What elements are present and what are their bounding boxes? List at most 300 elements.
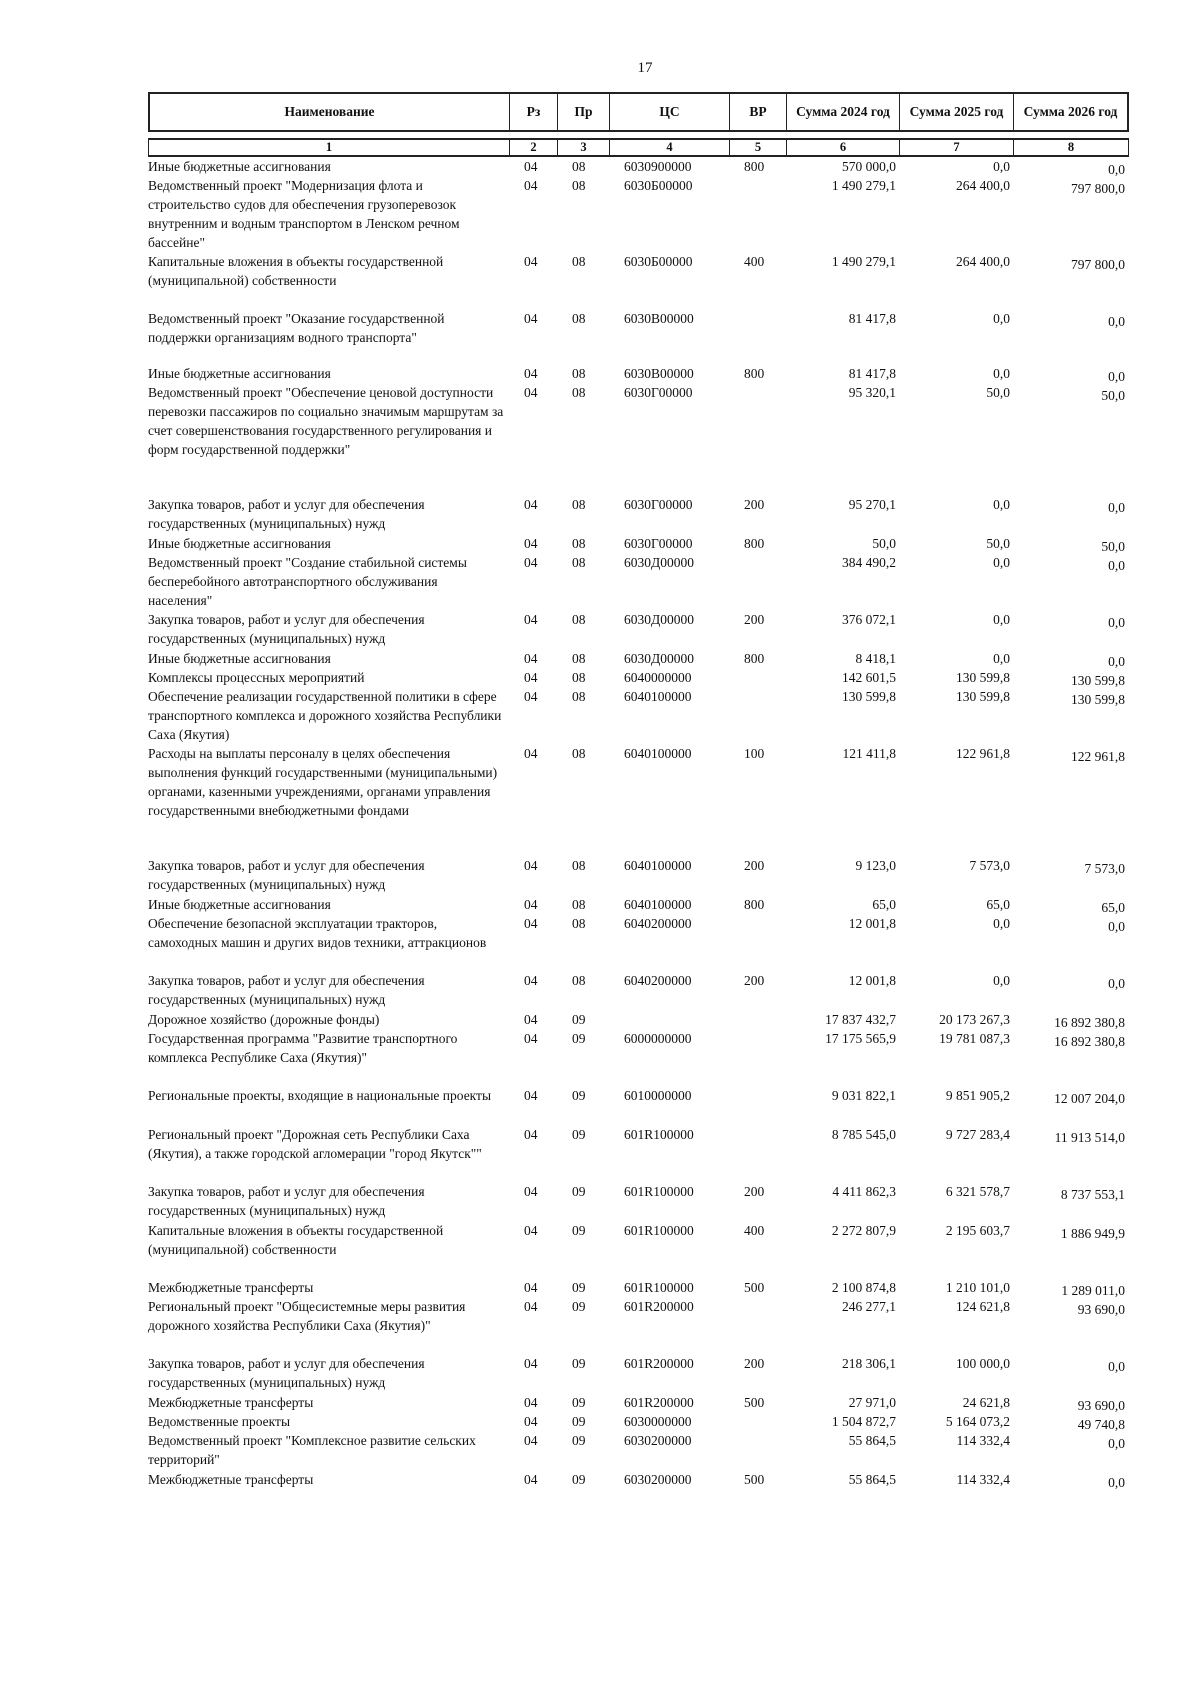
row-sum-2026: 65,0 [1101,900,1125,915]
row-pr: 09 [572,1127,586,1142]
row-sum-2025: 0,0 [993,973,1010,988]
row-rz: 04 [524,1031,538,1046]
row-rz: 04 [524,1356,538,1371]
table-header [148,92,1129,132]
row-sum-2025: 6 321 578,7 [945,1184,1010,1199]
row-vr [730,1297,787,1354]
row-sum-2024: 570 000,0 [842,159,896,174]
row-name: Ведомственные проекты [148,1414,291,1429]
row-name: Обеспечение безопасной эксплуатации тракторов, самоходных машин и других видов техники, аттракционов [148,916,487,950]
row-sum-2025: 0,0 [993,497,1010,512]
row-cs [610,1010,730,1029]
row-sum-2026: 7 573,0 [1084,861,1125,876]
row-sum-2024: 384 490,2 [842,555,896,570]
row-pr: 08 [572,858,586,873]
row-sum-2024: 8 418,1 [855,651,896,666]
row-cs: 6030В00000 [624,311,694,326]
row-sum-2025: 114 332,4 [956,1472,1010,1487]
row-cs: 6040100000 [624,746,692,761]
index-cell: 3 [558,140,610,155]
row-name: Ведомственный проект "Модернизация флота и строительство судов для обеспечения грузоперевозок внутренним и водным транспортом в Ленском речном бассейне" [148,178,460,250]
table-row [148,1221,1129,1278]
table-row [148,157,1129,176]
row-sum-2026: 0,0 [1108,615,1125,630]
row-name: Региональные проекты, входящие в национальные проекты [148,1088,492,1103]
row-sum-2026: 1 886 949,9 [1060,1226,1125,1241]
row-sum-2026: 0,0 [1108,1359,1125,1374]
row-rz: 04 [524,1433,538,1448]
row-vr: 500 [744,1395,765,1410]
row-name: Межбюджетные трансферты [148,1395,314,1410]
row-rz: 04 [524,159,538,174]
row-sum-2026: 16 892 380,8 [1054,1034,1125,1049]
row-name: Межбюджетные трансферты [148,1280,314,1295]
row-rz: 04 [524,1299,538,1314]
row-pr: 09 [572,1395,586,1410]
row-sum-2024: 2 100 874,8 [831,1280,896,1295]
row-name: Капитальные вложения в объекты государственной (муниципальной) собственности [148,254,444,288]
row-sum-2026: 0,0 [1108,162,1125,177]
table-row [148,971,1129,1010]
page-number: 17 [637,60,653,76]
row-sum-2026: 49 740,8 [1077,1417,1125,1432]
row-sum-2025: 0,0 [993,916,1010,931]
header-cs: ЦС [610,94,730,130]
row-sum-2025: 2 195 603,7 [945,1223,1010,1238]
row-rz: 04 [524,1127,538,1142]
row-name: Закупка товаров, работ и услуг для обеспечения государственных (муниципальных) нужд [148,497,425,531]
row-sum-2024: 1 504 872,7 [831,1414,896,1429]
row-sum-2024: 9 031 822,1 [831,1088,896,1103]
row-rz: 04 [524,555,538,570]
row-rz: 04 [524,366,538,381]
row-sum-2026: 50,0 [1101,539,1125,554]
index-cell: 1 [148,140,510,155]
row-rz: 04 [524,1472,538,1487]
row-sum-2024: 50,0 [872,536,896,551]
row-rz: 04 [524,1414,538,1429]
table-row [148,895,1129,914]
row-sum-2025: 50,0 [986,536,1010,551]
row-name: Закупка товаров, работ и услуг для обеспечения государственных (муниципальных) нужд [148,612,425,646]
row-pr: 09 [572,1012,586,1027]
row-vr: 500 [744,1472,765,1487]
row-rz: 04 [524,1184,538,1199]
row-cs: 6030Б00000 [624,254,693,269]
row-cs: 6030900000 [624,159,692,174]
row-vr [730,1431,787,1470]
row-sum-2025: 0,0 [993,555,1010,570]
table-row [148,610,1129,649]
row-sum-2026: 93 690,0 [1077,1398,1125,1413]
row-sum-2024: 9 123,0 [855,858,896,873]
row-sum-2024: 65,0 [872,897,896,912]
row-cs: 6030Г00000 [624,385,693,400]
index-cell: 2 [510,140,558,155]
row-pr: 08 [572,916,586,931]
index-cell: 8 [1014,140,1129,155]
index-cell: 4 [610,140,730,155]
row-sum-2025: 0,0 [993,311,1010,326]
row-vr: 800 [744,651,765,666]
header-sum-2025: Сумма 2025 год [900,94,1014,130]
row-pr: 08 [572,555,586,570]
row-name: Ведомственный проект "Комплексное развитие сельских территорий" [148,1433,476,1467]
row-cs: 6040200000 [624,916,692,931]
row-vr [730,1125,787,1182]
row-rz: 04 [524,916,538,931]
row-sum-2024: 121 411,8 [842,746,896,761]
row-rz: 04 [524,858,538,873]
row-sum-2024: 81 417,8 [848,311,896,326]
table-row [148,1470,1129,1489]
row-sum-2026: 50,0 [1101,388,1125,403]
row-sum-2024: 95 320,1 [848,385,896,400]
row-sum-2024: 142 601,5 [842,670,896,685]
table-row [148,668,1129,687]
row-vr: 100 [744,746,765,761]
row-cs: 6030Д00000 [624,651,694,666]
header-sum-2024: Сумма 2024 год [787,94,900,130]
table-row [148,914,1129,971]
table-row [148,495,1129,534]
row-sum-2025: 9 851 905,2 [945,1088,1010,1103]
row-pr: 08 [572,178,586,193]
row-name: Региональный проект "Дорожная сеть Республики Саха (Якутия), а также городской агломерации "город Якутск"" [148,1127,482,1161]
row-vr: 200 [744,973,765,988]
row-rz: 04 [524,178,538,193]
row-sum-2026: 122 961,8 [1071,749,1125,764]
row-pr: 08 [572,497,586,512]
row-sum-2026: 130 599,8 [1071,692,1125,707]
row-pr: 08 [572,746,586,761]
row-sum-2024: 1 490 279,1 [831,254,896,269]
row-sum-2026: 0,0 [1108,919,1125,934]
row-sum-2024: 27 971,0 [848,1395,896,1410]
row-rz: 04 [524,1280,538,1295]
row-vr: 400 [744,1223,765,1238]
row-sum-2025: 0,0 [993,159,1010,174]
row-rz: 04 [524,536,538,551]
row-cs: 6030Д00000 [624,612,694,627]
column-index-row [148,138,1129,157]
row-sum-2026: 0,0 [1108,976,1125,991]
index-cell: 6 [787,140,900,155]
table-row [148,1010,1129,1029]
row-cs: 6040200000 [624,973,692,988]
table-row [148,252,1129,309]
row-rz: 04 [524,670,538,685]
row-name: Закупка товаров, работ и услуг для обеспечения государственных (муниципальных) нужд [148,1184,425,1218]
row-cs: 601R100000 [624,1127,694,1142]
row-cs: 601R100000 [624,1184,694,1199]
row-name: Ведомственный проект "Оказание государственной поддержки организациям водного транспорта" [148,311,445,345]
row-rz: 04 [524,254,538,269]
row-sum-2024: 17 175 565,9 [825,1031,896,1046]
row-sum-2026: 0,0 [1108,654,1125,669]
row-rz: 04 [524,1012,538,1027]
row-pr: 08 [572,670,586,685]
row-sum-2026: 0,0 [1108,314,1125,329]
row-sum-2026: 12 007 204,0 [1054,1091,1125,1106]
row-sum-2025: 9 727 283,4 [945,1127,1010,1142]
header-pr: Пр [558,94,610,130]
row-cs: 6000000000 [624,1031,692,1046]
row-pr: 09 [572,1088,586,1103]
table-body [148,157,1129,1489]
row-sum-2024: 246 277,1 [842,1299,896,1314]
row-cs: 6030В00000 [624,366,694,381]
table-row [148,364,1129,383]
row-sum-2025: 100 000,0 [956,1356,1010,1371]
row-vr [730,687,787,744]
table-row [148,1297,1129,1354]
row-vr: 200 [744,497,765,512]
row-sum-2025: 5 164 073,2 [945,1414,1010,1429]
row-pr: 09 [572,1223,586,1238]
row-pr: 08 [572,366,586,381]
row-cs: 6030Б00000 [624,178,693,193]
budget-table [148,92,1129,1489]
row-vr: 200 [744,612,765,627]
row-rz: 04 [524,973,538,988]
row-cs: 6040100000 [624,689,692,704]
row-pr: 08 [572,385,586,400]
table-row [148,856,1129,895]
row-sum-2026: 0,0 [1108,500,1125,515]
row-rz: 04 [524,311,538,326]
row-cs: 6040100000 [624,897,692,912]
header-name: Наименование [148,94,510,130]
row-sum-2025: 114 332,4 [956,1433,1010,1448]
index-cell: 5 [730,140,787,155]
row-pr: 09 [572,1184,586,1199]
row-name: Ведомственный проект "Создание стабильной системы бесперебойного автотранспортного обслуживания населения" [148,555,467,608]
row-vr [730,309,787,364]
row-sum-2026: 0,0 [1108,1436,1125,1451]
row-sum-2024: 55 864,5 [848,1472,896,1487]
row-pr: 09 [572,1031,586,1046]
header-sum-2026: Сумма 2026 год [1014,94,1129,130]
row-pr: 08 [572,973,586,988]
table-row [148,1182,1129,1221]
table-row [148,1278,1129,1297]
row-rz: 04 [524,746,538,761]
row-rz: 04 [524,612,538,627]
row-pr: 08 [572,159,586,174]
row-cs: 6030200000 [624,1472,692,1487]
row-vr [730,553,787,610]
row-vr [730,1086,787,1125]
row-sum-2026: 797 800,0 [1071,257,1125,272]
row-sum-2025: 0,0 [993,612,1010,627]
row-cs: 601R200000 [624,1299,694,1314]
row-pr: 09 [572,1356,586,1371]
row-pr: 08 [572,311,586,326]
row-cs: 6030200000 [624,1433,692,1448]
row-pr: 09 [572,1472,586,1487]
row-vr: 800 [744,159,765,174]
row-pr: 09 [572,1433,586,1448]
row-vr: 800 [744,897,765,912]
row-name: Ведомственный проект "Обеспечение ценовой доступности перевозки пассажиров по социально значимым маршрутам за счет совершенствования государственного регулирования и форм государственной поддержки" [148,385,504,457]
row-vr [730,1029,787,1086]
row-sum-2025: 124 621,8 [956,1299,1010,1314]
row-sum-2026: 8 737 553,1 [1060,1187,1125,1202]
row-name: Иные бюджетные ассигнования [148,159,331,174]
row-sum-2025: 264 400,0 [956,178,1010,193]
table-row [148,1393,1129,1412]
row-sum-2024: 218 306,1 [842,1356,896,1371]
row-cs: 6040000000 [624,670,692,685]
row-name: Обеспечение реализации государственной политики в сфере транспортного комплекса и дорожного хозяйства Республики Саха (Якутия) [148,689,502,742]
row-name: Расходы на выплаты персоналу в целях обеспечения выполнения функций государственными (муниципальными) органами, казенными учреждениями, органами управления государственными внебюджетными фондами [148,746,498,818]
row-cs: 6030Д00000 [624,555,694,570]
table-row [148,1354,1129,1393]
row-name: Капитальные вложения в объекты государственной (муниципальной) собственности [148,1223,444,1257]
table-row [148,309,1129,364]
row-rz: 04 [524,689,538,704]
row-pr: 08 [572,536,586,551]
row-name: Иные бюджетные ассигнования [148,536,331,551]
row-rz: 04 [524,1395,538,1410]
row-vr: 200 [744,858,765,873]
row-pr: 09 [572,1414,586,1429]
row-name: Комплексы процессных мероприятий [148,670,365,685]
row-name: Региональный проект "Общесистемные меры развития дорожного хозяйства Республики Саха (Якутия)" [148,1299,466,1333]
table-row [148,687,1129,744]
table-row [148,1412,1129,1431]
row-sum-2025: 0,0 [993,366,1010,381]
row-vr: 800 [744,366,765,381]
header-rz: Рз [510,94,558,130]
row-sum-2024: 81 417,8 [848,366,896,381]
table-row [148,176,1129,252]
row-sum-2025: 0,0 [993,651,1010,666]
row-sum-2024: 4 411 862,3 [832,1184,896,1199]
row-pr: 09 [572,1280,586,1295]
row-name: Закупка товаров, работ и услуг для обеспечения государственных (муниципальных) нужд [148,1356,425,1390]
row-name: Иные бюджетные ассигнования [148,897,331,912]
row-vr [730,383,787,495]
row-pr: 08 [572,612,586,627]
row-vr [730,914,787,971]
table-row [148,553,1129,610]
row-pr: 09 [572,1299,586,1314]
row-vr: 200 [744,1356,765,1371]
row-sum-2025: 130 599,8 [956,689,1010,704]
row-sum-2024: 2 272 807,9 [831,1223,896,1238]
row-sum-2024: 55 864,5 [848,1433,896,1448]
row-cs: 6030000000 [624,1414,692,1429]
row-name: Иные бюджетные ассигнования [148,366,331,381]
row-pr: 08 [572,897,586,912]
row-name: Государственная программа "Развитие транспортного комплекса Республике Саха (Якутия)" [148,1031,458,1065]
row-rz: 04 [524,1088,538,1103]
row-name: Иные бюджетные ассигнования [148,651,331,666]
table-row [148,744,1129,856]
row-rz: 04 [524,497,538,512]
row-sum-2026: 11 913 514,0 [1054,1130,1125,1145]
row-sum-2026: 0,0 [1108,558,1125,573]
index-cell: 7 [900,140,1014,155]
row-cs: 6030Г00000 [624,497,693,512]
row-sum-2026: 1 289 011,0 [1061,1283,1125,1298]
row-sum-2024: 1 490 279,1 [831,178,896,193]
row-sum-2024: 12 001,8 [848,916,896,931]
row-vr [730,668,787,687]
row-sum-2024: 12 001,8 [848,973,896,988]
row-sum-2026: 16 892 380,8 [1054,1015,1125,1030]
row-vr [730,176,787,252]
row-sum-2024: 130 599,8 [842,689,896,704]
row-sum-2025: 50,0 [986,385,1010,400]
row-sum-2024: 95 270,1 [848,497,896,512]
row-name: Закупка товаров, работ и услуг для обеспечения государственных (муниципальных) нужд [148,973,425,1007]
table-row [148,1125,1129,1182]
row-sum-2025: 7 573,0 [969,858,1010,873]
row-vr [730,1010,787,1029]
row-rz: 04 [524,1223,538,1238]
row-vr: 200 [744,1184,765,1199]
row-cs: 6030Г00000 [624,536,693,551]
row-cs: 601R200000 [624,1356,694,1371]
row-rz: 04 [524,897,538,912]
row-sum-2024: 8 785 545,0 [831,1127,896,1142]
row-sum-2025: 130 599,8 [956,670,1010,685]
row-cs: 6040100000 [624,858,692,873]
row-cs: 601R100000 [624,1280,694,1295]
row-pr: 08 [572,689,586,704]
row-sum-2024: 376 072,1 [842,612,896,627]
row-vr: 500 [744,1280,765,1295]
table-row [148,383,1129,495]
row-pr: 08 [572,254,586,269]
row-sum-2026: 797 800,0 [1071,181,1125,196]
row-sum-2026: 0,0 [1108,369,1125,384]
row-sum-2025: 24 621,8 [962,1395,1010,1410]
row-name: Межбюджетные трансферты [148,1472,314,1487]
row-name: Закупка товаров, работ и услуг для обеспечения государственных (муниципальных) нужд [148,858,425,892]
table-row [148,1086,1129,1125]
row-rz: 04 [524,385,538,400]
row-sum-2025: 20 173 267,3 [939,1012,1010,1027]
row-sum-2024: 17 837 432,7 [825,1012,896,1027]
row-pr: 08 [572,651,586,666]
row-cs: 6010000000 [624,1088,692,1103]
row-sum-2026: 93 690,0 [1077,1302,1125,1317]
row-cs: 601R100000 [624,1223,694,1238]
row-rz: 04 [524,651,538,666]
row-sum-2025: 122 961,8 [956,746,1010,761]
row-cs: 601R200000 [624,1395,694,1410]
header-vr: ВР [730,94,787,130]
table-row [148,1029,1129,1086]
row-sum-2026: 130 599,8 [1071,673,1125,688]
table-row [148,649,1129,668]
row-vr: 800 [744,536,765,551]
table-row [148,534,1129,553]
table-row [148,1431,1129,1470]
row-sum-2026: 0,0 [1108,1475,1125,1490]
row-vr [730,1412,787,1431]
row-sum-2025: 65,0 [986,897,1010,912]
row-vr: 400 [744,254,765,269]
row-name: Дорожное хозяйство (дорожные фонды) [148,1012,380,1027]
row-sum-2025: 264 400,0 [956,254,1010,269]
row-sum-2025: 19 781 087,3 [939,1031,1010,1046]
row-sum-2025: 1 210 101,0 [945,1280,1010,1295]
